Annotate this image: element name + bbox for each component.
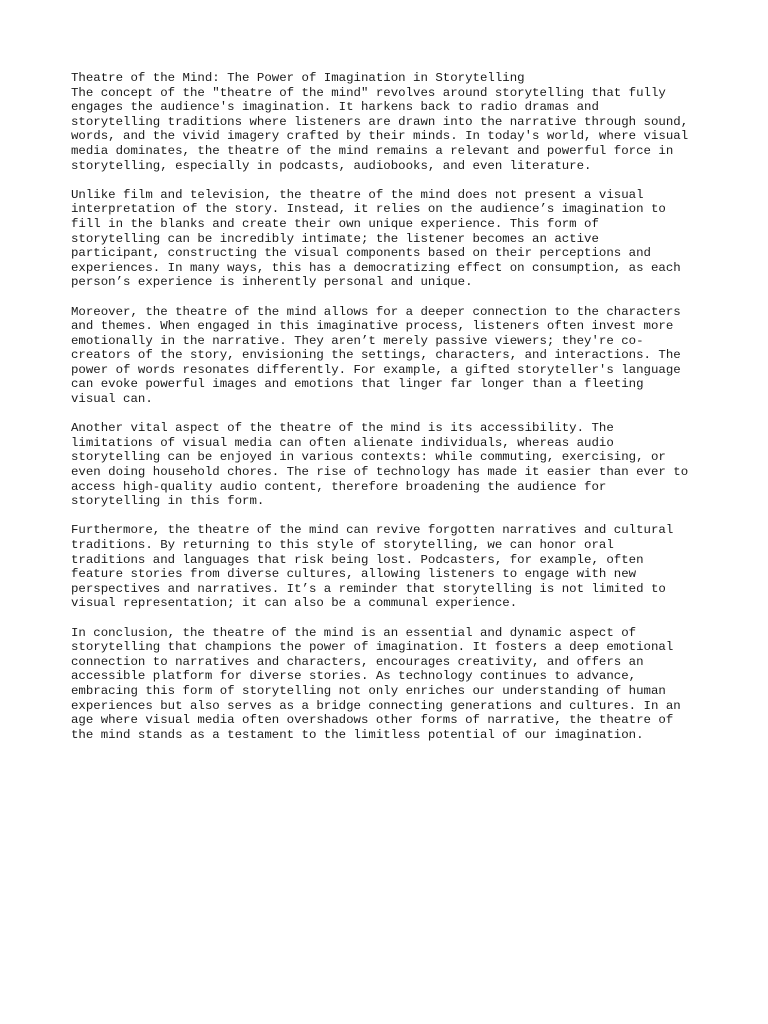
paragraph-deeper-connection: Moreover, the theatre of the mind allows for a deeper connection to the characters and themes. When engaged in this imaginative process, listeners often invest more emotionally in the narrative. They aren’t merely passive viewers; they're co- creators of the story, envisioning the settings, characters, and interactions. The power of words resonates differently. For example, a gifted storyteller's language can evoke powerful images and emotions that linger far longer than a fleeting visual can. [71,304,681,407]
document-title: Theatre of the Mind: The Power of Imagination in Storytelling [71,71,525,85]
document-page [71,71,711,742]
paragraph-conclusion: In conclusion, the theatre of the mind is an essential and dynamic aspect of storytelling that champions the power of imagination. It fosters a deep emotional connection to narratives and characters, encourages creativity, and offers an accessible platform for diverse stories. As technology continues to advance, embracing this form of storytelling not only enriches our understanding of human experiences but also serves as a bridge connecting generations and cultures. In an age where visual media often overshadows other forms of narrative, the theatre of the mind stands as a testament to the limitless potential of our imagination. [71,625,681,742]
paragraph-visual-interpretation: Unlike film and television, the theatre of the mind does not present a visual interpretation of the story. Instead, it relies on the audience’s imagination to fill in the blanks and create their own unique experience. This form of storytelling can be incredibly intimate; the listener becomes an active participant, constructing the visual components based on their perceptions and experiences. In many ways, this has a democratizing effect on consumption, as each person’s experience is inherently personal and unique. [71,187,681,290]
paragraph-intro: The concept of the "theatre of the mind" revolves around storytelling that fully engages the audience's imagination. It harkens back to radio dramas and storytelling traditions where listeners are drawn into the narrative through sound, words, and the vivid imagery crafted by their minds. In today's world, where visual media dominates, the theatre of the mind remains a relevant and powerful force in storytelling, especially in podcasts, audiobooks, and even literature. [71,85,689,173]
paragraph-accessibility: Another vital aspect of the theatre of the mind is its accessibility. The limitations of visual media can often alienate individuals, whereas audio storytelling can be enjoyed in various contexts: while commuting, exercising, or even doing household chores. The rise of technology has made it easier than ever to access high-quality audio content, therefore broadening the audience for storytelling in this form. [71,421,689,509]
paragraph-cultural-traditions: Furthermore, the theatre of the mind can revive forgotten narratives and cultural traditions. By returning to this style of storytelling, we can honor oral traditions and languages that risk being lost. Podcasters, for example, often feature stories from diverse cultures, allowing listeners to engage with new perspectives and narratives. It’s a reminder that storytelling is not limited to visual representation; it can also be a communal experience. [71,523,674,611]
